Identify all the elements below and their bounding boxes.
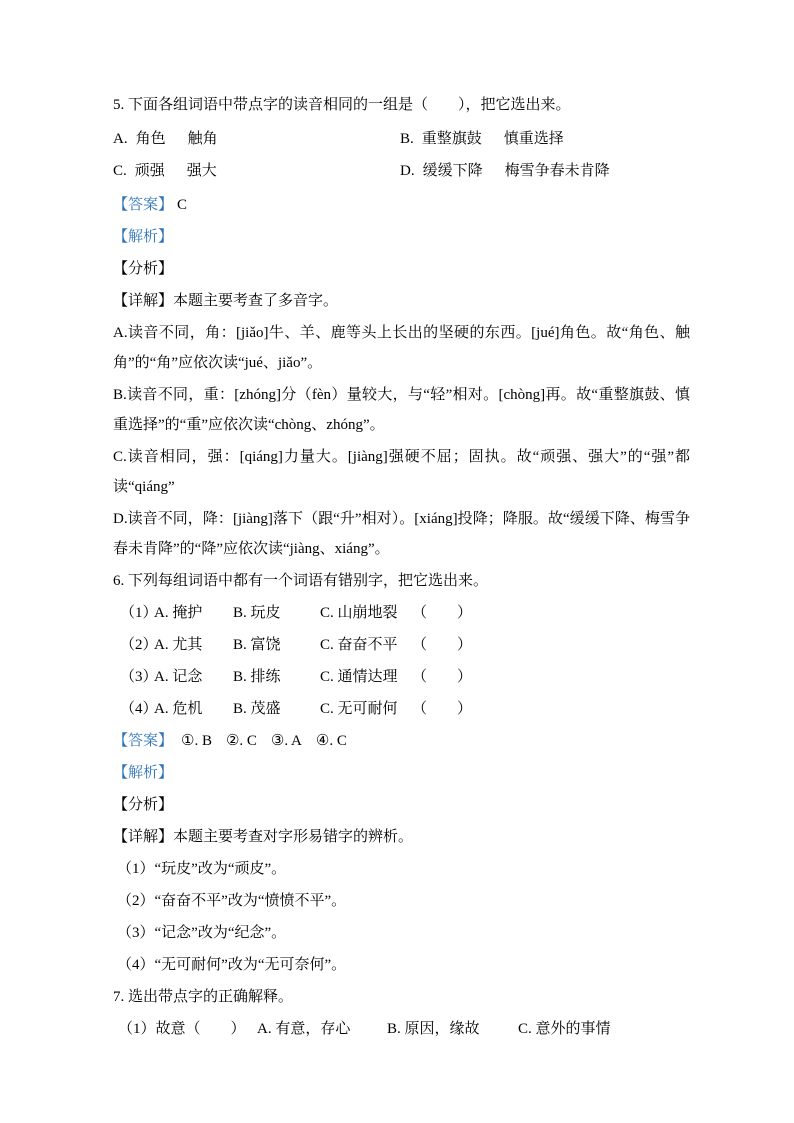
q6-answer-item-4: ④. C (315, 733, 347, 749)
q6-row-3-b: B. 排练 (233, 669, 281, 685)
q5-option-a-word2: 触角 (187, 131, 218, 147)
q6-row-4-num: （4） (120, 701, 158, 717)
q6-row-3-c: C. 通情达理 (320, 669, 398, 685)
q5-answer-value: C (177, 197, 188, 213)
q5-jiexi-label: 【解析】 (113, 229, 174, 245)
q5-option-c-word2: 强大 (186, 163, 217, 179)
q5-option-b-word2: 慎重选择 (503, 131, 564, 147)
q6-row-4-a: A. 危机 (154, 701, 203, 717)
q5-option-a-label: A. (113, 131, 128, 147)
q6-row-2-paren: （ ） (412, 637, 473, 653)
q7-row-1-question: （1）故意（ ） (118, 1021, 246, 1037)
q7-row-1-b: B. 原因，缘故 (387, 1021, 480, 1037)
q5-detail-c: C.读音相同，强：[qiáng]力量大。[jiàng]强硬不屈；固执。故“顽强、强大”的“强”都读“qiáng” (113, 449, 690, 495)
q6-row-2 (113, 630, 690, 660)
q6-row-2-c: C. 奋奋不平 (320, 637, 398, 653)
q6-answer-item-1: ①. B (181, 733, 212, 749)
q6-row-1-c: C. 山崩地裂 (320, 605, 398, 621)
q6-correction-4: （4）“无可耐何”改为“无可奈何”。 (117, 957, 347, 973)
q5-detail-a: A.读音不同，角：[jiǎo]牛、羊、鹿等头上长出的坚硬的东西。[jué]角色。故“角色、触角”的“角”应依次读“jué、jiǎo”。 (113, 325, 690, 371)
q5-answer-label: 【答案】 (113, 197, 174, 213)
q5-option-d-word2: 梅雪争春未肯降 (504, 163, 610, 179)
q7-row-1 (113, 1014, 690, 1044)
q5-option-a-word1: 角色 (135, 131, 166, 147)
q6-row-1 (113, 598, 690, 628)
q6-row-4-c: C. 无可耐何 (320, 701, 398, 717)
q5-detail-b: B.读音不同，重：[zhóng]分（fèn）量较大，与“轻”相对。[chòng]再。故“重整旗鼓、慎重选择”的“重”应依次读“chòng、zhóng”。 (113, 387, 690, 433)
q6-answer-line (113, 726, 690, 756)
q5-option-b-label: B. (400, 131, 414, 147)
q6-stem: 6. 下列每组词语中都有一个词语有错别字，把它选出来。 (113, 573, 489, 589)
q5-detail-intro: 【详解】本题主要考查了多音字。 (113, 293, 339, 309)
q6-row-4-b: B. 茂盛 (233, 701, 281, 717)
q6-row-1-a: A. 掩护 (154, 605, 203, 621)
q5-option-d-word1: 缓缓下降 (422, 163, 483, 179)
q6-row-4 (113, 694, 690, 724)
q5-jiexi-line (113, 222, 690, 252)
q6-row-1-paren: （ ） (412, 605, 473, 621)
q6-row-2-num: （2） (120, 637, 158, 653)
q6-answer-item-3: ③. A (270, 733, 302, 749)
q7-stem: 7. 选出带点字的正确解释。 (113, 989, 294, 1005)
q5-option-d (400, 156, 690, 186)
q6-fenxi-line: 【分析】 (113, 797, 174, 813)
q6-correction-2: （2）“奋奋不平”改为“愤愤不平”。 (117, 893, 347, 909)
q6-row-2-a: A. 尤其 (154, 637, 203, 653)
q6-jiexi-line (113, 758, 690, 788)
q6-row-4-paren: （ ） (412, 701, 473, 717)
q5-option-b (400, 124, 690, 154)
q6-answer-items (181, 733, 361, 749)
q5-option-c-label: C. (113, 163, 127, 179)
q5-detail-d: D.读音不同，降：[jiàng]落下（跟“升”相对）。[xiáng]投降；降服。故“缓缓下降、梅雪争春未肯降”的“降”应依次读“jiàng、xiáng”。 (113, 511, 690, 557)
q5-option-c-word1: 顽强 (134, 163, 165, 179)
q5-stem: 5. 下面各组词语中带点字的读音相同的一组是（ ），把它选出来。 (113, 97, 571, 113)
q6-row-1-b: B. 玩皮 (233, 605, 281, 621)
q6-correction-1: （1）“玩皮”改为“顽皮”。 (117, 861, 287, 877)
q6-answer-label: 【答案】 (113, 733, 174, 749)
q5-fenxi-line: 【分析】 (113, 261, 174, 277)
q7-row-1-a: A. 有意，存心 (257, 1021, 351, 1037)
q6-row-2-b: B. 富饶 (233, 637, 281, 653)
q5-options (113, 124, 690, 188)
q5-option-c (113, 156, 400, 186)
q7-row-1-c: C. 意外的事情 (518, 1021, 611, 1037)
q5-answer-line (113, 190, 690, 220)
q6-row-3-num: （3） (120, 669, 158, 685)
q6-row-3-paren: （ ） (412, 669, 473, 685)
q5-option-b-word1: 重整旗鼓 (421, 131, 482, 147)
q6-row-3 (113, 662, 690, 692)
q6-row-1-num: （1） (120, 605, 158, 621)
q6-detail-intro: 【详解】本题主要考查对字形易错字的辨析。 (113, 829, 414, 845)
q6-row-3-a: A. 记念 (154, 669, 203, 685)
q6-answer-item-2: ②. C (225, 733, 257, 749)
q6-jiexi-label: 【解析】 (113, 765, 174, 781)
q5-option-d-label: D. (400, 163, 415, 179)
q6-correction-3: （3）“记念”改为“纪念”。 (117, 925, 287, 941)
q5-option-a (113, 124, 400, 154)
